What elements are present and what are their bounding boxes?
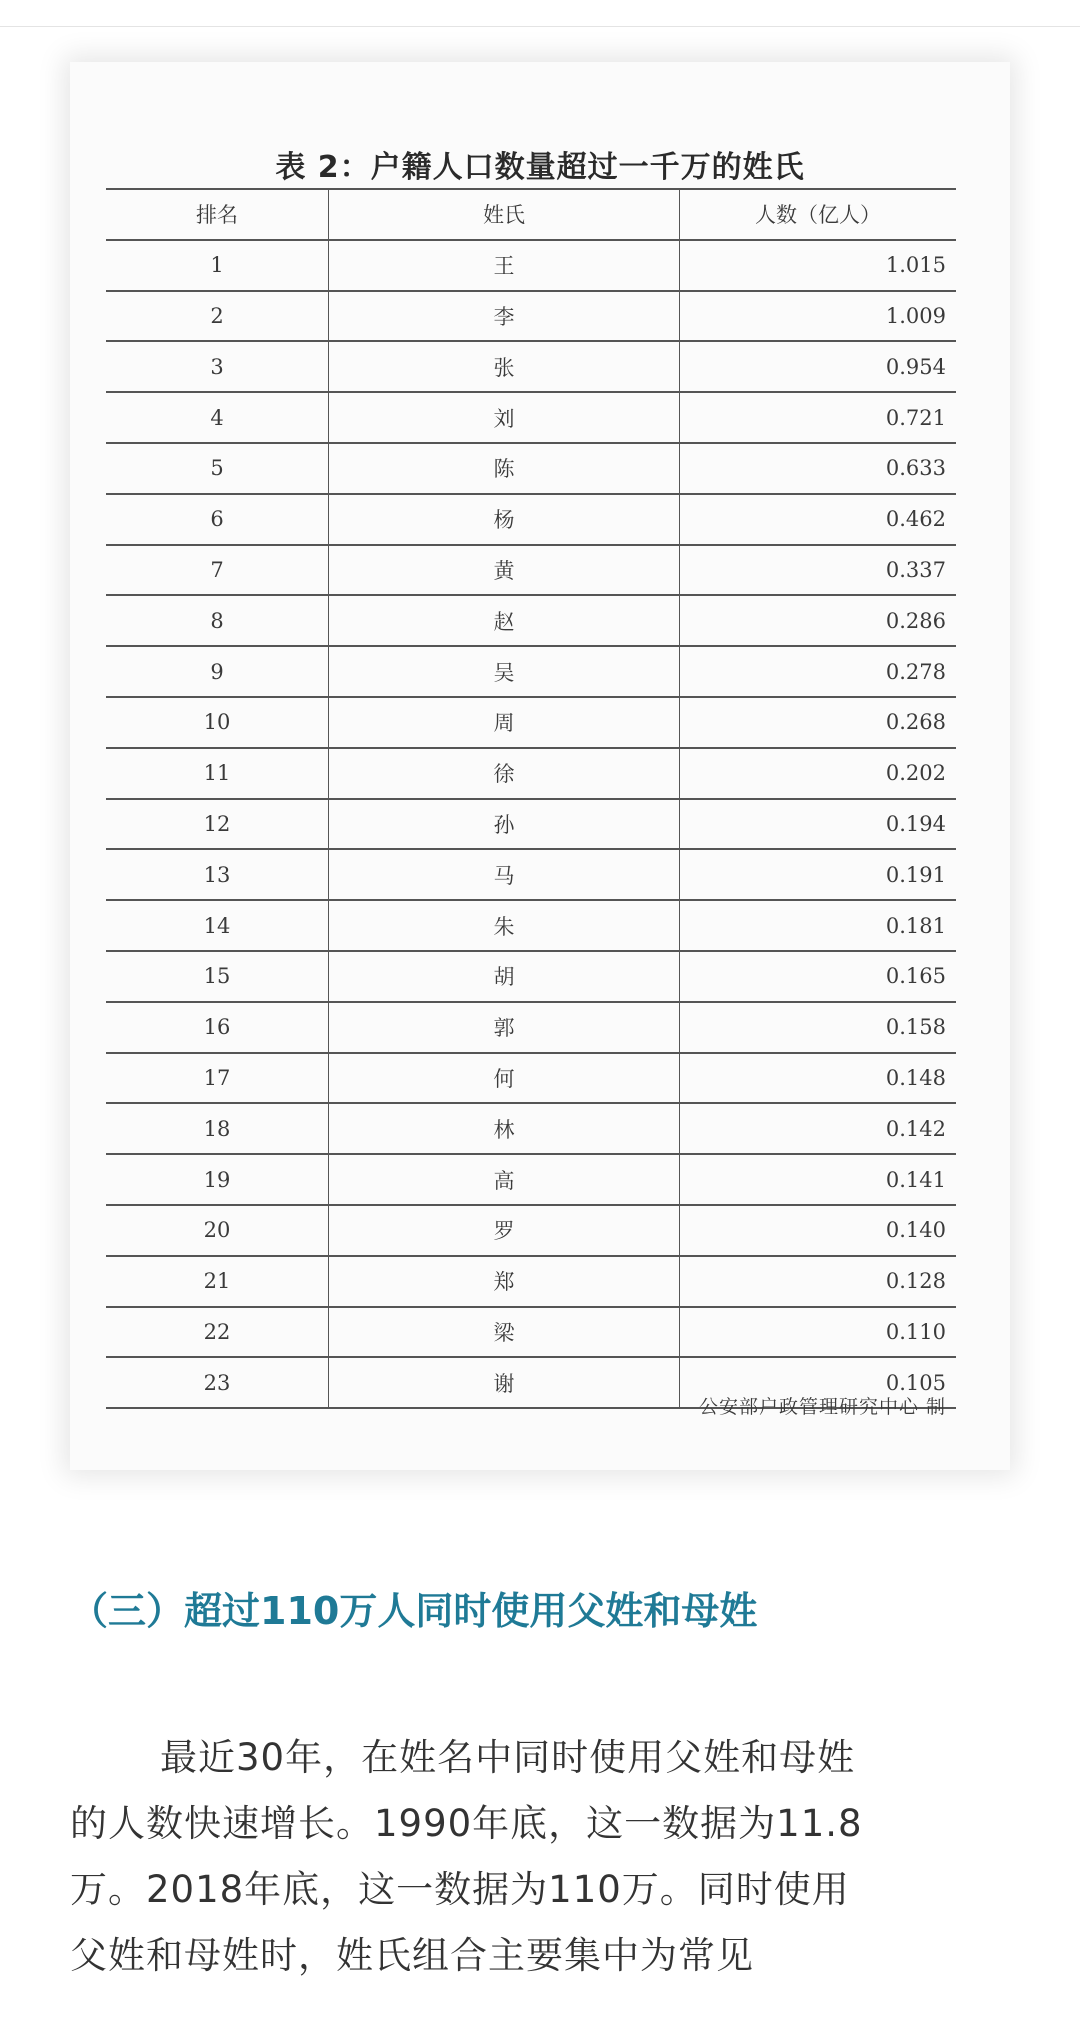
rank-cell: 13 bbox=[106, 849, 329, 900]
table-row bbox=[106, 1205, 956, 1256]
count-cell: 0.278 bbox=[680, 646, 957, 697]
count-cell: 0.142 bbox=[680, 1103, 957, 1154]
surname-cell: 孙 bbox=[329, 799, 680, 850]
header-surname: 姓氏 bbox=[329, 189, 680, 240]
count-cell: 0.268 bbox=[680, 697, 957, 748]
table-row bbox=[106, 1307, 956, 1358]
rank-cell: 17 bbox=[106, 1053, 329, 1104]
table-image-card bbox=[70, 62, 1010, 1470]
surname-cell: 赵 bbox=[329, 595, 680, 646]
surname-cell: 徐 bbox=[329, 748, 680, 799]
paragraph-line: 父姓和母姓时，姓氏组合主要集中为常见 bbox=[70, 1934, 754, 1977]
rank-cell: 9 bbox=[106, 646, 329, 697]
count-cell: 0.148 bbox=[680, 1053, 957, 1104]
rank-cell: 1 bbox=[106, 240, 329, 291]
count-cell: 0.181 bbox=[680, 900, 957, 951]
rank-cell: 5 bbox=[106, 443, 329, 494]
surname-cell: 黄 bbox=[329, 545, 680, 596]
surname-cell: 郭 bbox=[329, 1002, 680, 1053]
rank-cell: 6 bbox=[106, 494, 329, 545]
count-cell: 0.721 bbox=[680, 392, 957, 443]
surname-cell: 张 bbox=[329, 341, 680, 392]
table-row bbox=[106, 697, 956, 748]
count-cell: 0.337 bbox=[680, 545, 957, 596]
surname-cell: 吴 bbox=[329, 646, 680, 697]
count-cell: 0.105 bbox=[680, 1357, 957, 1408]
table-row bbox=[106, 494, 956, 545]
count-cell: 0.165 bbox=[680, 951, 957, 1002]
table-row bbox=[106, 1053, 956, 1104]
surname-cell: 林 bbox=[329, 1103, 680, 1154]
surname-cell: 陈 bbox=[329, 443, 680, 494]
table-row bbox=[106, 1002, 956, 1053]
article-paragraph bbox=[70, 1725, 1010, 1989]
rank-cell: 14 bbox=[106, 900, 329, 951]
rank-cell: 10 bbox=[106, 697, 329, 748]
rank-cell: 12 bbox=[106, 799, 329, 850]
rank-cell: 11 bbox=[106, 748, 329, 799]
surname-cell: 罗 bbox=[329, 1205, 680, 1256]
count-cell: 0.158 bbox=[680, 1002, 957, 1053]
paragraph-line: 的人数快速增长。1990年底，这一数据为11.8 bbox=[70, 1802, 863, 1845]
count-cell: 1.009 bbox=[680, 291, 957, 342]
table-row bbox=[106, 646, 956, 697]
table-row bbox=[106, 799, 956, 850]
surname-cell: 杨 bbox=[329, 494, 680, 545]
table-row bbox=[106, 849, 956, 900]
surname-cell: 王 bbox=[329, 240, 680, 291]
surname-cell: 胡 bbox=[329, 951, 680, 1002]
paragraph-line: 万。2018年底，这一数据为110万。同时使用 bbox=[70, 1868, 850, 1911]
rank-cell: 19 bbox=[106, 1154, 329, 1205]
table-row bbox=[106, 595, 956, 646]
count-cell: 0.954 bbox=[680, 341, 957, 392]
table-row bbox=[106, 240, 956, 291]
surname-cell: 谢 bbox=[329, 1357, 680, 1408]
count-cell: 1.015 bbox=[680, 240, 957, 291]
surname-cell: 何 bbox=[329, 1053, 680, 1104]
table-row bbox=[106, 545, 956, 596]
surname-cell: 梁 bbox=[329, 1307, 680, 1358]
count-cell: 0.140 bbox=[680, 1205, 957, 1256]
rank-cell: 16 bbox=[106, 1002, 329, 1053]
top-divider bbox=[0, 26, 1080, 27]
table-title: 表 2：户籍人口数量超过一千万的姓氏 bbox=[275, 150, 805, 185]
table-row bbox=[106, 900, 956, 951]
rank-cell: 23 bbox=[106, 1357, 329, 1408]
table-row bbox=[106, 1256, 956, 1307]
count-cell: 0.141 bbox=[680, 1154, 957, 1205]
table-row bbox=[106, 291, 956, 342]
surname-cell: 高 bbox=[329, 1154, 680, 1205]
count-cell: 0.191 bbox=[680, 849, 957, 900]
rank-cell: 3 bbox=[106, 341, 329, 392]
rank-cell: 2 bbox=[106, 291, 329, 342]
count-cell: 0.462 bbox=[680, 494, 957, 545]
table-row bbox=[106, 1154, 956, 1205]
rank-cell: 21 bbox=[106, 1256, 329, 1307]
rank-cell: 22 bbox=[106, 1307, 329, 1358]
table-header-row bbox=[106, 189, 956, 240]
count-cell: 0.110 bbox=[680, 1307, 957, 1358]
count-cell: 0.286 bbox=[680, 595, 957, 646]
paragraph-line: 最近30年，在姓名中同时使用父姓和母姓 bbox=[160, 1736, 856, 1779]
rank-cell: 4 bbox=[106, 392, 329, 443]
section-heading: （三）超过110万人同时使用父姓和母姓 bbox=[70, 1589, 758, 1633]
header-rank: 排名 bbox=[106, 189, 329, 240]
table-row bbox=[106, 443, 956, 494]
surname-cell: 马 bbox=[329, 849, 680, 900]
table-row bbox=[106, 951, 956, 1002]
surname-cell: 李 bbox=[329, 291, 680, 342]
header-count: 人数（亿人） bbox=[680, 189, 957, 240]
surname-table bbox=[106, 188, 956, 1409]
rank-cell: 7 bbox=[106, 545, 329, 596]
rank-cell: 8 bbox=[106, 595, 329, 646]
table-row bbox=[106, 748, 956, 799]
surname-cell: 朱 bbox=[329, 900, 680, 951]
table-row bbox=[106, 392, 956, 443]
count-cell: 0.128 bbox=[680, 1256, 957, 1307]
rank-cell: 20 bbox=[106, 1205, 329, 1256]
rank-cell: 18 bbox=[106, 1103, 329, 1154]
count-cell: 0.633 bbox=[680, 443, 957, 494]
count-cell: 0.194 bbox=[680, 799, 957, 850]
surname-cell: 刘 bbox=[329, 392, 680, 443]
table-source-note: 公安部户政管理研究中心 制 bbox=[698, 1396, 946, 1418]
table-body bbox=[106, 240, 956, 1408]
table-row bbox=[106, 341, 956, 392]
surname-cell: 郑 bbox=[329, 1256, 680, 1307]
surname-cell: 周 bbox=[329, 697, 680, 748]
rank-cell: 15 bbox=[106, 951, 329, 1002]
count-cell: 0.202 bbox=[680, 748, 957, 799]
table-row bbox=[106, 1103, 956, 1154]
